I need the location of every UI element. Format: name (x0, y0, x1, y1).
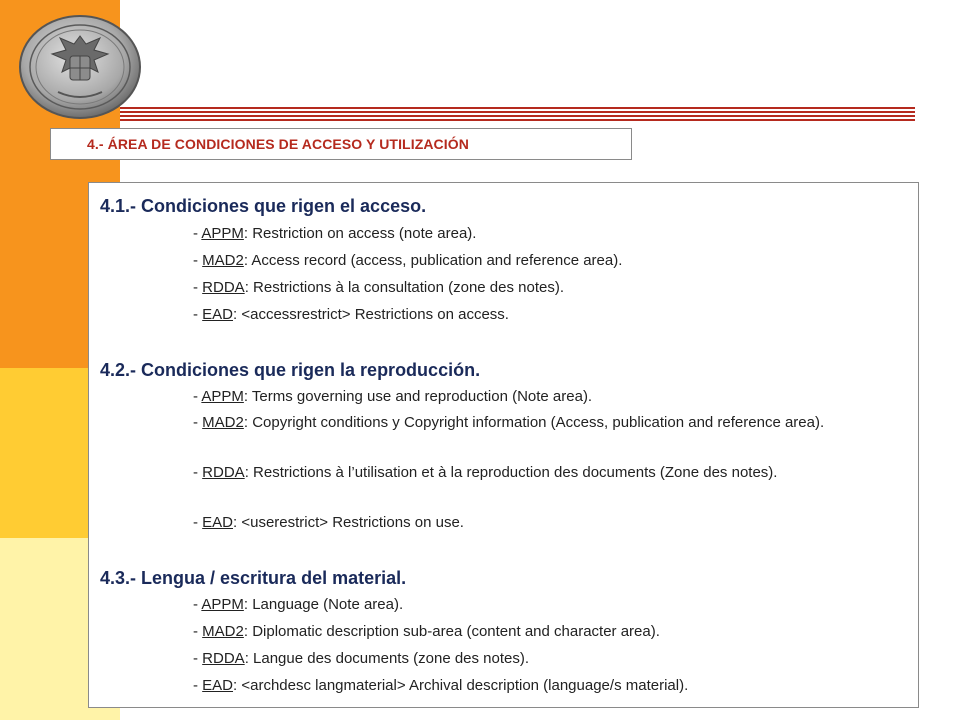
list-item: - APPM: Restriction on access (note area). (193, 225, 477, 242)
list-item: - EAD: <archdesc langmaterial> Archival description (language/s material). (193, 677, 689, 694)
standard-link[interactable]: EAD (202, 514, 234, 531)
standard-link[interactable]: RDDA (202, 279, 245, 296)
list-item: - MAD2: Access record (access, publication and reference area). (193, 252, 623, 269)
list-item: - RDDA: Restrictions à l’utilisation et à la reproduction des documents (Zone des notes). (193, 464, 778, 481)
standard-link[interactable]: EAD (202, 306, 234, 323)
standard-link[interactable]: RDDA (202, 650, 245, 667)
list-item: - EAD: <userestrict> Restrictions on use. (193, 514, 464, 531)
seal-logo-icon (18, 14, 142, 120)
list-item: - RDDA: Restrictions à la consultation (zone des notes). (193, 279, 565, 296)
list-item: - RDDA: Langue des documents (zone des notes). (193, 650, 530, 667)
content-box (88, 182, 919, 708)
section-header-box (50, 128, 632, 160)
list-item: - MAD2: Diplomatic description sub-area (content and character area). (193, 623, 660, 640)
standard-link[interactable]: APPM (201, 225, 244, 242)
heading-4-3: 4.3.- Lengua / escritura del material. (100, 568, 407, 588)
list-item: - EAD: <accessrestrict> Restrictions on access. (193, 306, 509, 323)
standard-link[interactable]: APPM (201, 388, 244, 405)
heading-4-1: 4.1.- Condiciones que rigen el acceso. (100, 196, 427, 216)
standard-link[interactable]: RDDA (202, 464, 245, 481)
standard-link[interactable]: APPM (201, 596, 244, 613)
list-item: - APPM: Language (Note area). (193, 596, 404, 613)
standard-link[interactable]: MAD2 (202, 623, 244, 640)
standard-link[interactable]: EAD (202, 677, 234, 694)
standard-link[interactable]: MAD2 (202, 414, 244, 431)
heading-4-2: 4.2.- Condiciones que rigen la reproducción. (100, 360, 481, 380)
section-title: 4.- ÁREA DE CONDICIONES DE ACCESO Y UTILIZACIÓN (87, 136, 469, 152)
list-item: - MAD2: Copyright conditions y Copyright information (Access, publication and reference area). (193, 414, 825, 431)
list-item: - APPM: Terms governing use and reproduction (Note area). (193, 388, 593, 405)
header-rule-lines (120, 107, 915, 123)
standard-link[interactable]: MAD2 (202, 252, 244, 269)
